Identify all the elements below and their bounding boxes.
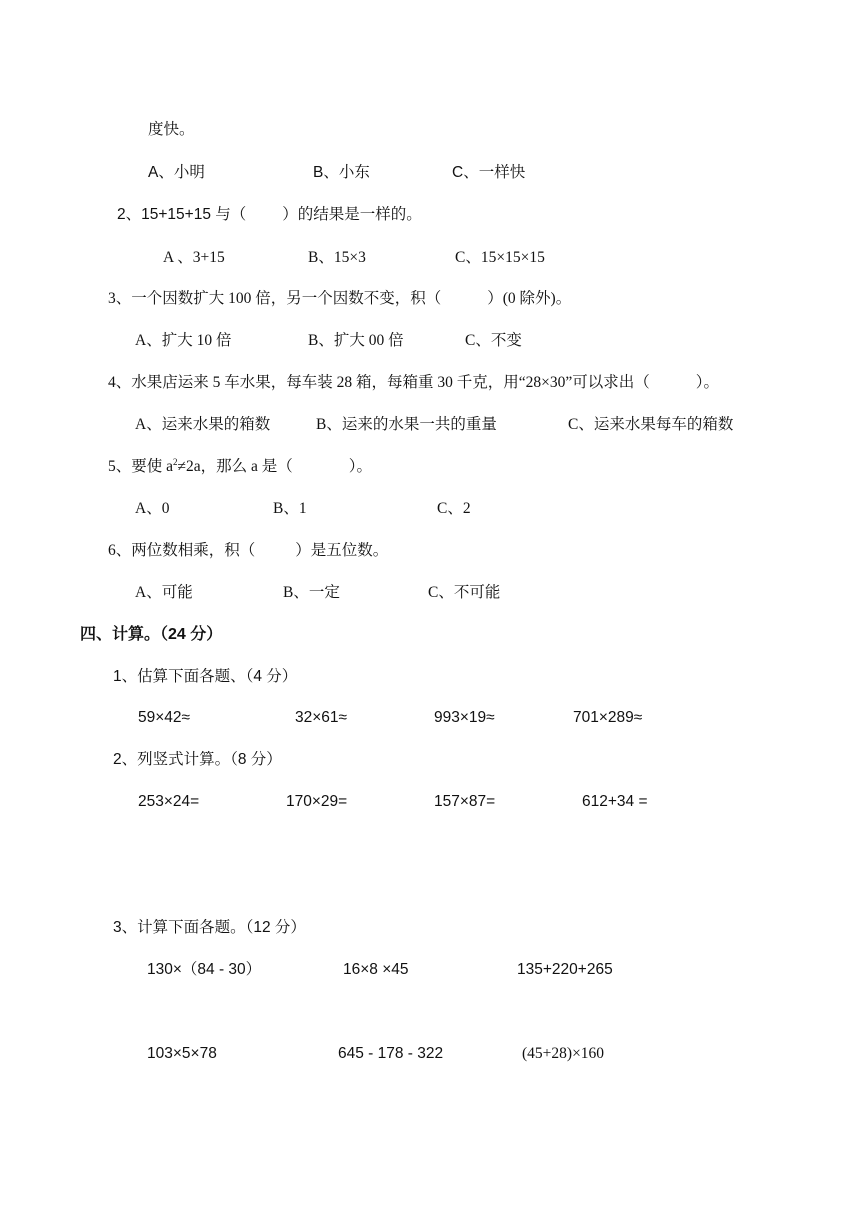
question-4 xyxy=(108,373,719,393)
question-2-suffix: ）的结果是一样的。 xyxy=(282,206,422,223)
vertical-calc-item: 612+34 = xyxy=(582,793,648,810)
q5-option-a: A、0 xyxy=(135,500,170,517)
question-6 xyxy=(108,541,388,561)
q1-option-c: C、一样快 xyxy=(452,164,526,181)
compute-item: 103×5×78 xyxy=(147,1045,217,1062)
question-5 xyxy=(108,457,372,477)
question-6-prefix: 6、两位数相乘，积（ xyxy=(108,542,256,559)
vertical-calc-item: 253×24= xyxy=(138,793,200,810)
question-2-prefix: 2、15+15+15 与（ xyxy=(117,206,247,223)
compute-item: 16×8 ×45 xyxy=(343,961,409,978)
q5-option-b: B、1 xyxy=(273,500,307,517)
estimate-item: 59×42≈ xyxy=(138,709,191,726)
q4-option-c: C、运来水果每车的箱数 xyxy=(568,416,734,433)
question-3-suffix: ）(0 除外)。 xyxy=(487,290,572,307)
question-3-prefix: 3、一个因数扩大 100 倍，另一个因数不变，积（ xyxy=(108,290,442,307)
exponent: 2 xyxy=(173,456,178,467)
subsection-1-title: 1、估算下面各题、（4 分） xyxy=(113,668,298,685)
question-5-middle: ≠2a，那么 a 是（ xyxy=(177,458,293,475)
q2-option-a: A 、3+15 xyxy=(163,249,225,266)
question-5-suffix: ）。 xyxy=(348,458,373,475)
q3-option-b: B、扩大 00 倍 xyxy=(308,332,404,349)
estimate-item: 993×19≈ xyxy=(434,709,495,726)
question-5-prefix: 5、要使 a xyxy=(108,458,174,475)
vertical-calc-item: 170×29= xyxy=(286,793,348,810)
question-1-continuation: 度快。 xyxy=(148,121,195,138)
q3-option-c: C、不变 xyxy=(465,332,522,349)
question-4-prefix: 4、水果店运来 5 车水果，每车装 28 箱，每箱重 30 千克，用“28×30”可以求出（ xyxy=(108,374,650,391)
subsection-3-title: 3、计算下面各题。（12 分） xyxy=(113,919,306,936)
q4-option-b: B、运来的水果一共的重量 xyxy=(316,416,497,433)
q6-option-b: B、一定 xyxy=(283,584,340,601)
question-6-suffix: ）是五位数。 xyxy=(295,542,389,559)
question-2 xyxy=(117,205,422,225)
q5-option-c: C、2 xyxy=(437,500,471,517)
q1-option-a: A、小明 xyxy=(148,164,205,181)
q2-option-b: B、15×3 xyxy=(308,249,366,266)
q4-option-a: A、运来水果的箱数 xyxy=(135,416,271,433)
q6-option-c: C、不可能 xyxy=(428,584,501,601)
estimate-item: 701×289≈ xyxy=(573,709,643,726)
question-4-suffix: ）。 xyxy=(695,374,720,391)
compute-item: 645 - 178 - 322 xyxy=(338,1045,444,1062)
q2-option-c: C、15×15×15 xyxy=(455,249,545,266)
compute-item: 135+220+265 xyxy=(517,961,613,978)
q1-option-b: B、小东 xyxy=(313,164,370,181)
section-4-title: 四、计算。（24 分） xyxy=(80,626,223,643)
compute-item: 130×（84 - 30） xyxy=(147,961,262,978)
q6-option-a: A、可能 xyxy=(135,584,193,601)
q3-option-a: A、扩大 10 倍 xyxy=(135,332,232,349)
estimate-item: 32×61≈ xyxy=(295,709,348,726)
subsection-2-title: 2、列竖式计算。（8 分） xyxy=(113,751,282,768)
vertical-calc-item: 157×87= xyxy=(434,793,496,810)
question-3 xyxy=(108,289,571,309)
compute-item: (45+28)×160 xyxy=(522,1045,605,1062)
